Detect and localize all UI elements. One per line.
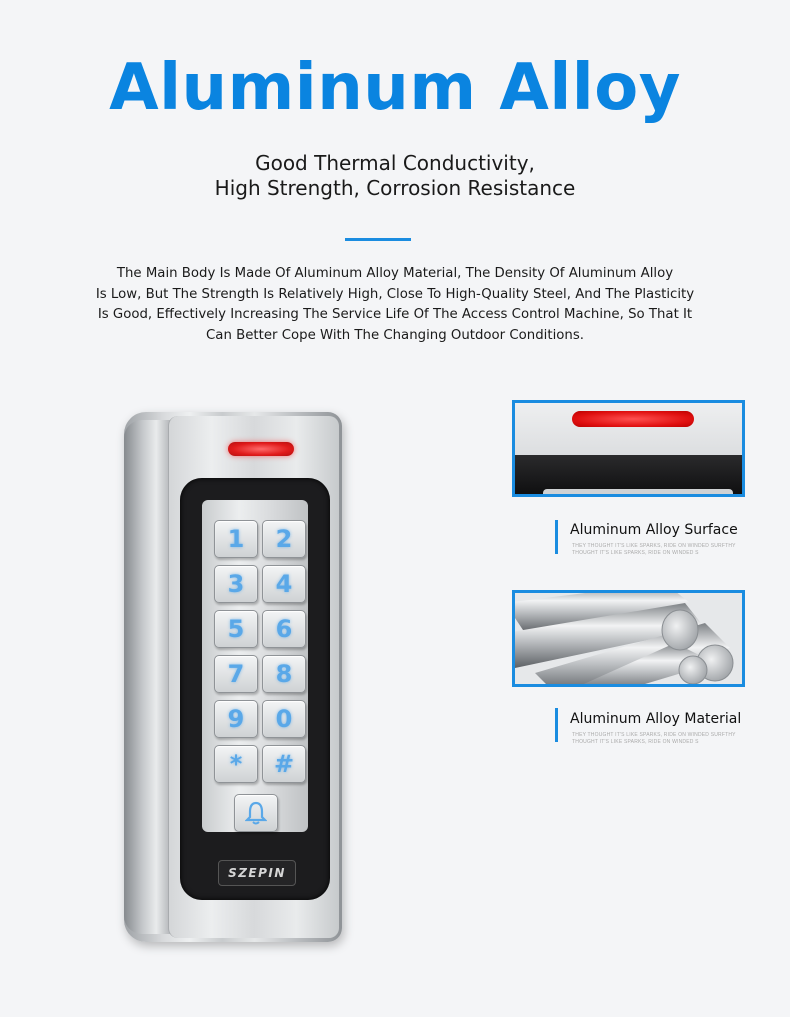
key-0: 0: [262, 700, 306, 738]
key-9: 9: [214, 700, 258, 738]
keypad-device: [124, 412, 342, 942]
rods-illustration: [515, 593, 742, 684]
key-3: 3: [214, 565, 258, 603]
caption-accent-bar: [555, 708, 558, 742]
description-line: Is Good, Effectively Increasing The Service Life Of The Access Control Machine, So That It: [97, 307, 693, 323]
status-led: [228, 442, 294, 456]
subtitle-line-1: Good Thermal Conductivity,: [255, 151, 535, 175]
feature-fine-print: THEY THOUGHT IT'S LIKE SPARKS, RIDE ON WINDED SURFTHY THOUGHT IT'S LIKE SPARKS, RIDE ON WINDED S: [572, 543, 736, 556]
feature-label: Aluminum Alloy Material: [570, 711, 742, 727]
aluminum-rods-image: [512, 590, 745, 687]
description-line: The Main Body Is Made Of Aluminum Alloy Material, The Density Of Aluminum Alloy: [116, 266, 674, 281]
key-8: 8: [262, 655, 306, 693]
key-2: 2: [262, 520, 306, 558]
title-divider: [345, 238, 411, 241]
surface-closeup-image: [512, 400, 745, 497]
feature-fine-print: THEY THOUGHT IT'S LIKE SPARKS, RIDE ON WINDED SURFTHY THOUGHT IT'S LIKE SPARKS, RIDE ON WINDED S: [572, 732, 736, 745]
description-line: Can Better Cope With The Changing Outdoor Conditions.: [206, 327, 584, 343]
brand-logo: SZEPIN: [218, 860, 296, 886]
description-paragraph: [60, 264, 730, 346]
key-star: *: [214, 745, 258, 783]
key-1: 1: [214, 520, 258, 558]
description-line: Is Low, But The Strength Is Relatively High, Close To High-Quality Steel, And The Plasticity: [95, 286, 695, 302]
key-6: 6: [262, 610, 306, 648]
caption-accent-bar: [555, 520, 558, 554]
key-4: 4: [262, 565, 306, 603]
key-5: 5: [214, 610, 258, 648]
page-title: Aluminum Alloy: [109, 51, 681, 125]
key-hash: #: [262, 745, 306, 783]
surface-chrome-edge: [543, 489, 733, 497]
device-side: [124, 420, 170, 934]
subtitle-line-2: High Strength, Corrosion Resistance: [214, 176, 576, 200]
surface-led: [572, 411, 694, 427]
bell-icon: [245, 801, 267, 825]
feature-label: Aluminum Alloy Surface: [570, 522, 738, 538]
doorbell-key: [234, 794, 278, 832]
key-7: 7: [214, 655, 258, 693]
